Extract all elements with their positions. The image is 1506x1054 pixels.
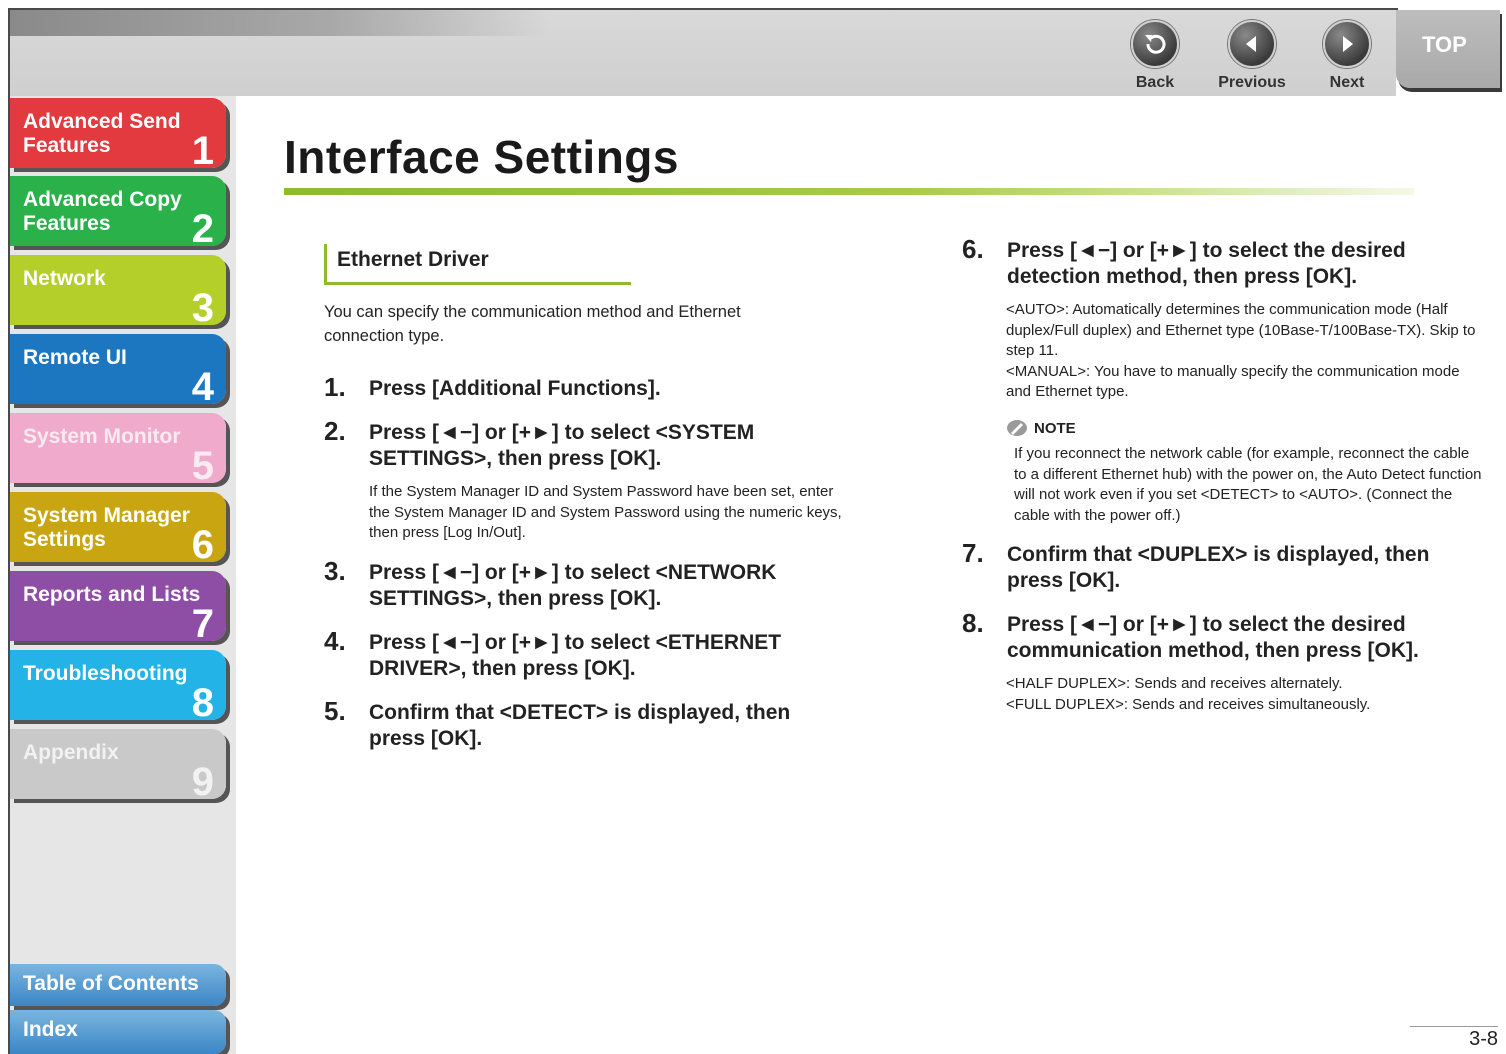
previous-button[interactable] (1207, 20, 1297, 92)
table-of-contents-button[interactable] (10, 964, 226, 1006)
chapter-tab-number: 1 (191, 129, 214, 173)
step-text: Confirm that <DUPLEX> is displayed, then press [OK]. (1007, 543, 1430, 592)
chapter-tab-number: 4 (191, 365, 214, 409)
page-title: Interface Settings (284, 131, 679, 183)
step-number: 4. (324, 626, 346, 656)
next-arrow-icon (1323, 20, 1371, 68)
chapter-tab-6[interactable] (10, 492, 226, 567)
section-heading-text: Ethernet Driver (337, 248, 489, 271)
step-number: 6. (962, 234, 984, 264)
step-text: Press [◄−] or [+►] to select the desired communication method, then press [OK]. (1007, 613, 1419, 662)
chapter-tab-2[interactable] (10, 176, 226, 251)
chapter-tab-number: 5 (191, 444, 214, 488)
chapter-tab-number: 2 (191, 207, 214, 251)
step-text: Press [Additional Functions]. (369, 377, 661, 400)
step-number: 5. (324, 696, 346, 726)
next-label: Next (1329, 74, 1365, 91)
chapter-tab-5[interactable] (10, 413, 226, 488)
chapter-tab-label: System Monitor (23, 425, 181, 448)
frame-top (8, 8, 1398, 10)
step-text: Press [◄−] or [+►] to select <ETHERNET DRIVER>, then press [OK]. (369, 631, 782, 680)
chapter-tab-4[interactable] (10, 334, 226, 409)
step-number: 2. (324, 416, 346, 446)
table-of-contents-label: Table of Contents (23, 972, 199, 995)
page-number-rule (1410, 1026, 1498, 1027)
chapter-tab-label: Reports and Lists (23, 583, 201, 606)
step-number: 8. (962, 608, 984, 638)
chapter-tab-number: 8 (191, 681, 214, 725)
intro-paragraph: You can specify the communication method and Ethernet connection type. (324, 303, 741, 345)
chapter-tab-number: 9 (191, 760, 214, 804)
chapter-tab-label: Remote UI (23, 346, 127, 369)
chapter-tab-number: 6 (191, 523, 214, 567)
header-strip (10, 10, 550, 36)
title-underline (284, 188, 1414, 195)
chapter-tab-number: 7 (191, 602, 214, 646)
chapter-tab-label: Network (23, 267, 106, 290)
step-number: 3. (324, 556, 346, 586)
step-text: Press [◄−] or [+►] to select the desired detection method, then press [OK]. (1007, 239, 1406, 288)
pencil-icon (1006, 418, 1028, 438)
chapter-tab-8[interactable] (10, 650, 226, 725)
chapter-tab-label: Appendix (23, 741, 119, 764)
chapter-tab-label: System Manager Settings (23, 504, 190, 551)
section-heading (324, 244, 631, 285)
step-text: Confirm that <DETECT> is displayed, then press [OK]. (369, 701, 791, 750)
note-label: NOTE (1034, 419, 1076, 437)
chapter-tab-number: 3 (191, 286, 214, 330)
chapter-tab-9[interactable] (10, 729, 226, 804)
note-text: If you reconnect the network cable (for example, reconnect the cable to a different Ethernet hub) with the power on, the Auto Detect function will not work even if you set <DETECT> to <AUTO>. (Connect the cable with the power off.) (1014, 445, 1482, 524)
index-button[interactable] (10, 1010, 226, 1054)
step-number: 1. (324, 372, 346, 402)
chapter-tab-1[interactable] (10, 98, 226, 173)
index-label: Index (23, 1018, 78, 1041)
back-arrow-icon (1131, 20, 1179, 68)
chapter-tab-7[interactable] (10, 571, 226, 646)
next-button[interactable] (1302, 20, 1392, 92)
top-button[interactable] (1396, 10, 1500, 88)
top-label: TOP (1422, 32, 1467, 57)
back-label: Back (1135, 74, 1175, 91)
step-detail: If the System Manager ID and System Password have been set, enter the System Manager ID and System Password using the numeric keys, then press [Log In/Out]. (369, 483, 842, 541)
chapter-tab-label: Advanced Send Features (23, 110, 181, 157)
back-button[interactable] (1110, 20, 1200, 92)
chapter-tab-3[interactable] (10, 255, 226, 330)
chapter-tab-label: Advanced Copy Features (23, 188, 182, 235)
previous-label: Previous (1218, 74, 1286, 91)
chapter-tab-label: Troubleshooting (23, 662, 188, 685)
step-detail: <AUTO>: Automatically determines the communication mode (Half duplex/Full duplex) and Ethernet type (10Base-T/100Base-TX). Skip to step 11. <MANUAL>: You have to manually specify the communication mode and Ethernet type. (1006, 301, 1476, 400)
step-text: Press [◄−] or [+►] to select <SYSTEM SETTINGS>, then press [OK]. (369, 421, 755, 470)
step-detail: <HALF DUPLEX>: Sends and receives alternately. <FULL DUPLEX>: Sends and receives simultaneously. (1006, 675, 1371, 713)
page-number: 3-8 (1469, 1028, 1498, 1050)
step-number: 7. (962, 538, 984, 568)
note-heading (1006, 418, 1076, 438)
previous-arrow-icon (1228, 20, 1276, 68)
step-text: Press [◄−] or [+►] to select <NETWORK SETTINGS>, then press [OK]. (369, 561, 777, 610)
